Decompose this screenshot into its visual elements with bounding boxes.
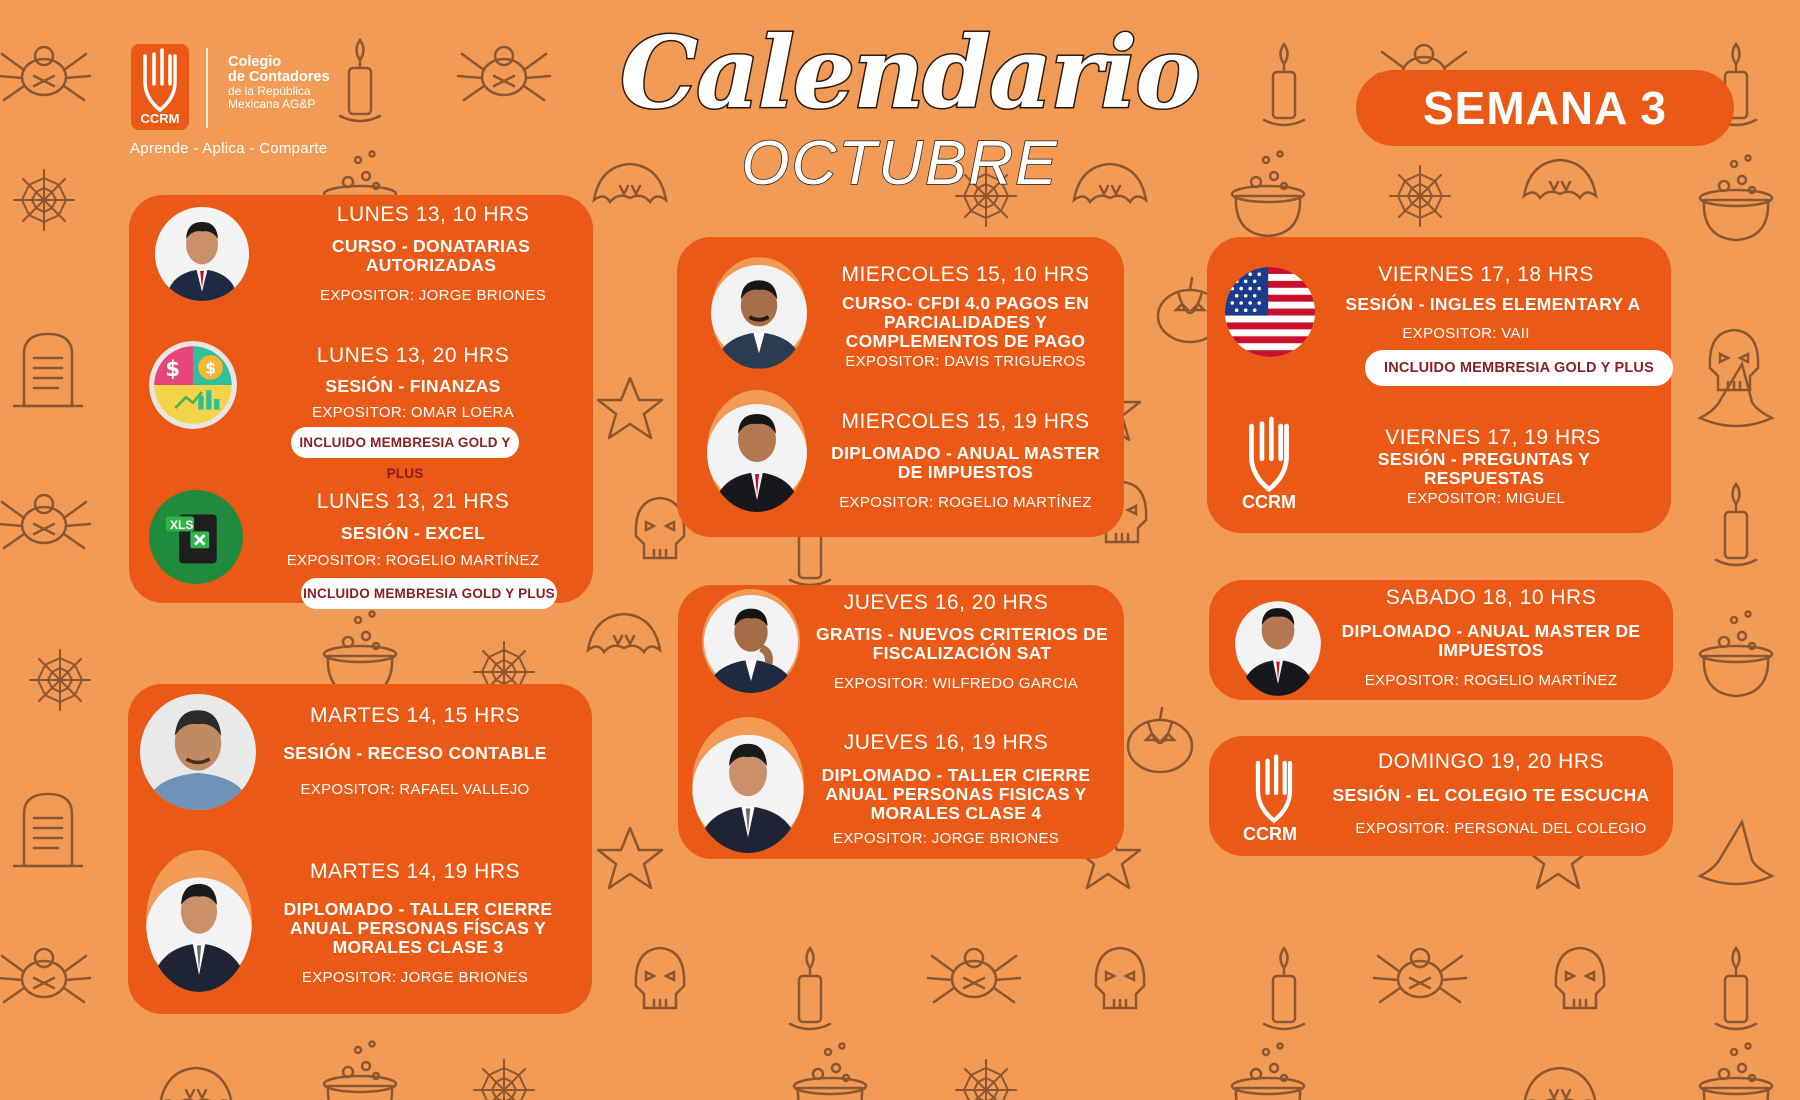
event-title: GRATIS - NUEVOS CRITERIOS DE FISCALIZACIÓN SAT	[816, 624, 1108, 663]
event-title: DIPLOMADO - ANUAL MASTER DE IMPUESTOS	[831, 443, 1100, 482]
excel-icon	[149, 490, 243, 584]
speaker-photo	[140, 694, 256, 810]
speaker-photo	[707, 390, 807, 512]
event-speaker: EXPOSITOR: WILFREDO GARCIA	[833, 675, 1079, 692]
pencil-hand-icon	[1235, 412, 1303, 494]
event-when: MARTES 14, 15 HRS	[309, 704, 521, 727]
event-lunes-1[interactable]	[129, 195, 593, 313]
event-title: DIPLOMADO - ANUAL MASTER DE IMPUESTOS	[1341, 621, 1641, 660]
page-title: Calendario	[620, 16, 1199, 131]
event-when: LUNES 13, 10 HRS	[336, 203, 530, 226]
ccrm-logo-text: CCRM	[1242, 492, 1296, 512]
event-sabado-1[interactable]	[1209, 580, 1673, 700]
speaker-photo	[692, 717, 804, 853]
logo-name-line3: de la República	[228, 84, 311, 98]
event-title: DIPLOMADO - TALLER CIERRE ANUAL PERSONAS FÍSCAS Y MORALES CLASE 3	[283, 899, 553, 957]
membership-badge: INCLUIDO MEMBRESIA GOLD Y PLUS	[1365, 350, 1673, 386]
event-speaker: EXPOSITOR: JORGE BRIONES	[301, 969, 529, 986]
event-speaker: EXPOSITOR: ROGELIO MARTÍNEZ	[286, 552, 540, 569]
speaker-photo	[146, 850, 252, 992]
event-when: LUNES 13, 21 HRS	[316, 490, 510, 513]
event-title: SESIÓN - RECESO CONTABLE	[283, 743, 547, 763]
week-badge: SEMANA 3	[1356, 70, 1734, 146]
event-when: MARTES 14, 19 HRS	[309, 860, 521, 883]
event-viernes-1[interactable]	[1207, 237, 1671, 387]
event-speaker: EXPOSITOR: DAVIS TRIGUEROS	[845, 353, 1086, 370]
svg-text:$: $	[165, 356, 181, 382]
ccrm-logo	[1243, 750, 1311, 850]
event-when: JUEVES 16, 19 HRS	[843, 731, 1049, 754]
event-when: VIERNES 17, 18 HRS	[1378, 263, 1594, 286]
logo-name	[228, 55, 330, 111]
speaker-photo	[711, 257, 807, 369]
event-miercoles-2[interactable]	[677, 390, 1124, 530]
svg-text:$: $	[205, 358, 217, 378]
speaker-photo	[1235, 584, 1321, 696]
event-when: MIERCOLES 15, 19 HRS	[841, 410, 1090, 433]
event-domingo-1[interactable]	[1209, 736, 1673, 856]
event-speaker: EXPOSITOR: ROGELIO MARTÍNEZ	[839, 494, 1092, 511]
event-speaker: EXPOSITOR: OMAR LOERA	[312, 404, 514, 421]
event-speaker: EXPOSITOR: JORGE BRIONES	[319, 287, 547, 304]
ccrm-logo-text: CCRM	[1243, 824, 1297, 844]
logo-name-line2: de Contadores	[228, 69, 330, 85]
logo-badge-text: CCRM	[140, 111, 180, 126]
event-viernes-2[interactable]	[1207, 400, 1671, 530]
event-martes-1[interactable]	[128, 684, 592, 824]
event-title: SESIÓN - FINANZAS	[325, 376, 501, 396]
ccrm-logo	[1235, 412, 1303, 512]
event-title: SESIÓN - INGLES ELEMENTARY A	[1345, 294, 1641, 314]
event-jueves-1[interactable]	[678, 585, 1124, 715]
event-when: DOMINGO 19, 20 HRS	[1377, 750, 1605, 773]
event-speaker: EXPOSITOR: VAII	[1402, 325, 1530, 342]
event-title: CURSO - DONATARIAS AUTORIZADAS	[331, 236, 531, 275]
event-miercoles-1[interactable]	[677, 237, 1124, 377]
event-speaker: EXPOSITOR: PERSONAL DEL COLEGIO	[1355, 820, 1647, 837]
event-speaker: EXPOSITOR: ROGELIO MARTÍNEZ	[1364, 672, 1618, 689]
event-lunes-2[interactable]	[129, 335, 593, 481]
event-speaker: EXPOSITOR: JORGE BRIONES	[832, 830, 1060, 847]
speaker-photo	[155, 207, 249, 301]
event-when: MIERCOLES 15, 10 HRS	[841, 263, 1090, 286]
event-when: LUNES 13, 20 HRS	[316, 344, 510, 367]
logo-name-line1: Colegio	[228, 54, 282, 70]
event-when: JUEVES 16, 20 HRS	[843, 591, 1049, 614]
finance-icon	[149, 341, 237, 429]
event-title: SESIÓN - PREGUNTAS Y RESPUESTAS	[1377, 449, 1591, 488]
event-jueves-2[interactable]	[678, 715, 1124, 855]
excel-icon-label: XLS	[170, 518, 194, 532]
ccrm-logo	[131, 44, 189, 130]
event-title: DIPLOMADO - TALLER CIERRE ANUAL PERSONAS FISICAS Y MORALES CLASE 4	[821, 765, 1091, 823]
event-title: SESIÓN - EL COLEGIO TE ESCUCHA	[1332, 785, 1650, 805]
logo-tagline: Aprende - Aplica - Comparte	[130, 140, 328, 157]
page-subtitle: OCTUBRE	[741, 129, 1059, 198]
speaker-photo	[702, 589, 800, 693]
event-when: VIERNES 17, 19 HRS	[1385, 426, 1601, 449]
event-speaker: EXPOSITOR: RAFAEL VALLEJO	[300, 781, 530, 798]
membership-badge: INCLUIDO MEMBRESIA GOLD Y PLUS	[291, 427, 519, 458]
event-speaker: EXPOSITOR: MIGUEL	[1406, 490, 1566, 507]
pencil-hand-icon	[1243, 750, 1305, 825]
logo-divider	[206, 48, 208, 128]
event-title: CURSO- CFDI 4.0 PAGOS EN PARCIALIDADES Y COMPLEMENTOS DE PAGO	[841, 293, 1090, 351]
us-flag-icon	[1225, 267, 1315, 357]
event-title: SESIÓN - EXCEL	[340, 523, 486, 543]
logo-name-line4: Mexicana AG&P	[228, 97, 316, 111]
event-lunes-3[interactable]	[129, 480, 593, 610]
event-when: SABADO 18, 10 HRS	[1385, 586, 1597, 609]
event-martes-2[interactable]	[128, 840, 592, 1010]
membership-badge: INCLUIDO MEMBRESIA GOLD Y PLUS	[301, 578, 557, 609]
